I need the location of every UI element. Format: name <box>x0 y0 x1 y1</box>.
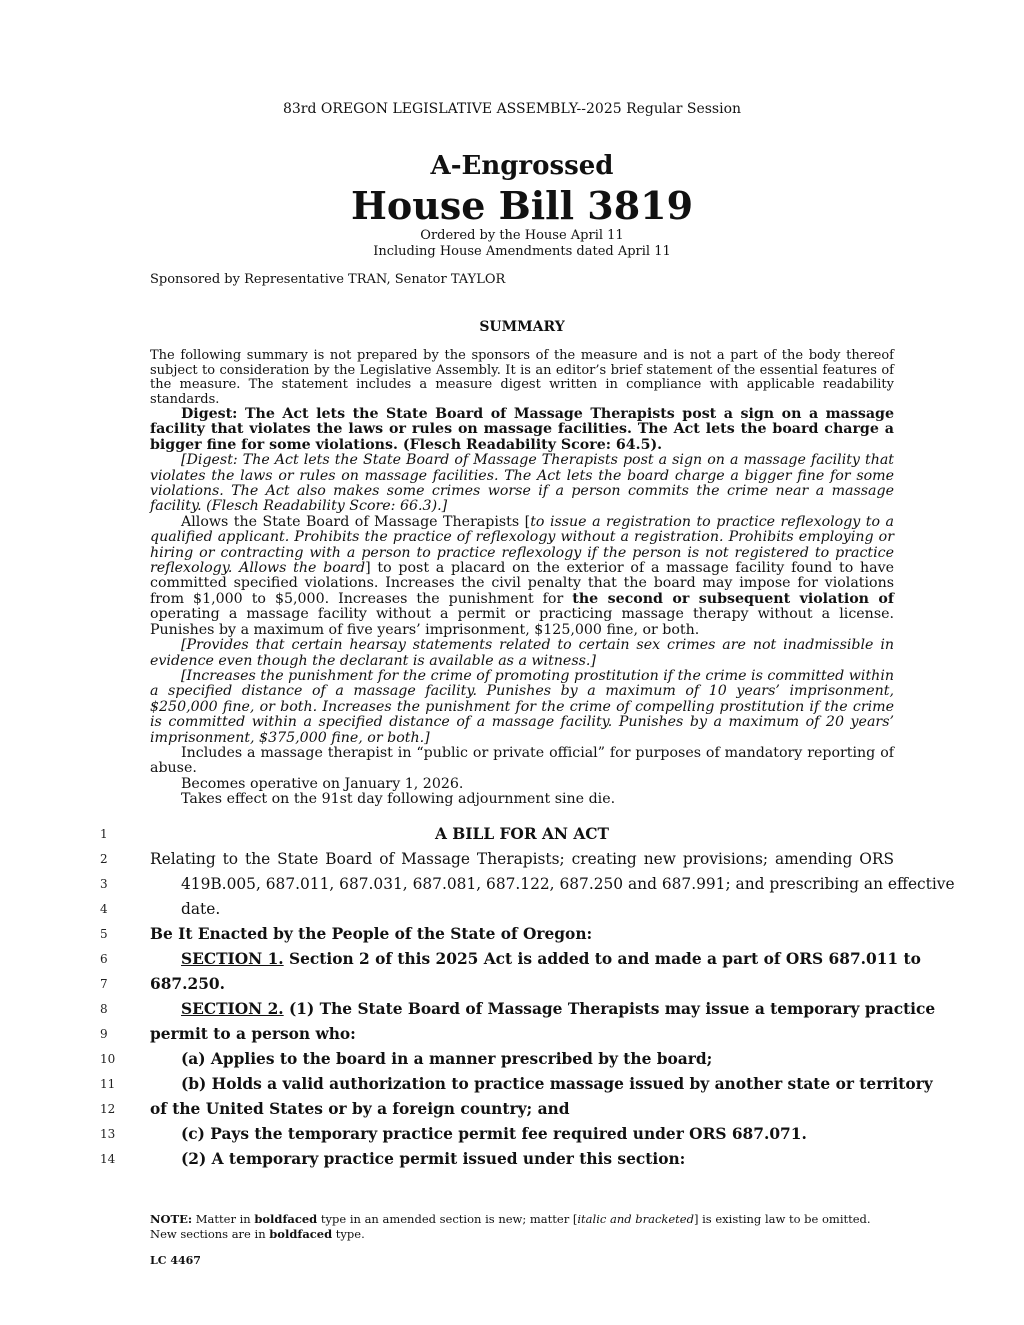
bill-line-4 <box>100 897 920 922</box>
bill-line-6 <box>100 947 920 972</box>
line-number: 2 <box>100 852 108 866</box>
bill-text: date. <box>181 900 221 918</box>
line-number: 6 <box>100 952 108 966</box>
line-number: 10 <box>100 1052 116 1066</box>
bill-line-11 <box>100 1072 933 1097</box>
bill-act-heading: A BILL FOR AN ACT <box>434 825 609 843</box>
line-number: 11 <box>100 1077 116 1091</box>
effect-paragraph: Takes effect on the 91st day following adjournment sine die. <box>181 791 616 808</box>
bill-line-3 <box>100 872 955 897</box>
line-number: 13 <box>100 1127 116 1141</box>
section-2-text: SECTION 2. (1) The State Board of Massage Therapists may issue a temporary practice <box>181 1000 936 1018</box>
summary-heading: SUMMARY <box>479 319 565 335</box>
bill-text: 687.250. <box>150 975 225 993</box>
line-number: 12 <box>100 1102 116 1116</box>
allows-paragraph: Allows the State Board of Massage Therapists [to issue a registration to practice reflexology to a qualified applicant. Prohibits the practice of reflexology without a registration. Prohibits employing or hiring or contracting with a person to practice reflexology if the person is not registered to practice reflexology. Allows the board] to post a placard on the exterior of a massage facility found to have committed specified violations. Increases the civil penalty that the board may impose for violations from $1,000 to $5,000. Increases the punishment for the second or subsequent violation of operating a massage facility without a permit or practicing massage therapy without a license. Punishes by a maximum of five years’ imprisonment, $125,000 fine, or both. <box>150 513 894 638</box>
line-number: 1 <box>100 827 108 841</box>
engrossed-label: A-Engrossed <box>430 151 614 181</box>
increases-paragraph: [Increases the punishment for the crime of promoting prostitution if the crime is committed within a specified distance of a massage facility. Punishes by a maximum of 10 years’ imprisonment, $250,000 fine, or both. Increases the punishment for the crime of compelling prostitution if the crime is committed within a specified distance of a massage facility. Punishes by a maximum of 20 years’ imprisonment, $375,000 fine, or both.] <box>150 667 894 746</box>
bill-line-14 <box>100 1147 920 1172</box>
bill-line-7 <box>100 972 920 997</box>
line-number: 4 <box>100 902 108 916</box>
line-number: 7 <box>100 977 108 991</box>
bill-text: (a) Applies to the board in a manner prescribed by the board; <box>181 1050 713 1068</box>
bill-text: 419B.005, 687.011, 687.031, 687.081, 687.122, 687.250 and 687.991; and prescribing an effective <box>181 875 955 893</box>
line-number: 3 <box>100 877 108 891</box>
bill-line-9 <box>100 1022 920 1047</box>
section-1-label: SECTION 1. <box>181 950 284 968</box>
digest-old: [Digest: The Act lets the State Board of Massage Therapists post a sign on a massage facility that violates the laws or rules on massage facilities. The Act lets the board charge a bigger fine for some violations. The Act also makes some crimes worse if a person commits the crime near a massage facility. (Flesch Readability Score: 66.3).] <box>150 452 894 515</box>
footnote <box>150 1212 910 1242</box>
ordered-info <box>0 228 1024 260</box>
operative-paragraph: Becomes operative on January 1, 2026. <box>181 775 464 792</box>
sponsor-line: Sponsored by Representative TRAN, Senator TAYLOR <box>150 272 506 287</box>
section-2-label: SECTION 2. <box>181 1000 284 1018</box>
bill-text: (b) Holds a valid authorization to practice massage issued by another state or territory <box>181 1075 933 1093</box>
bill-text: (c) Pays the temporary practice permit fee required under ORS 687.071. <box>181 1125 807 1143</box>
includes-paragraph: Includes a massage therapist in “public or private official” for purposes of mandatory reporting of abuse. <box>150 744 894 777</box>
summary-body <box>150 407 894 808</box>
bill-line-8 <box>100 997 936 1022</box>
bill-line-13 <box>100 1122 920 1147</box>
digest-new: Digest: The Act lets the State Board of Massage Therapists post a sign on a massage facility that violates the laws or rules on massage facilities. The Act lets the board charge a bigger fine for some violations. (Flesch Readability Score: 64.5). <box>150 406 894 453</box>
section-1-text: SECTION 1. Section 2 of this 2025 Act is added to and made a part of ORS 687.011 to <box>181 950 921 968</box>
summary-intro: The following summary is not prepared by the sponsors of the measure and is not a part of the body thereof subject to consideration by the Legislative Assembly. It is an editor’s brief statement of the essential features of the measure. The statement includes a measure digest written in compliance with applicable readability standards. <box>150 348 894 407</box>
provides-paragraph: [Provides that certain hearsay statements related to certain sex crimes are not inadmissible in evidence even though the declarant is available as a witness.] <box>150 637 894 669</box>
line-number: 5 <box>100 927 108 941</box>
note-line-2: New sections are in boldfaced type. <box>150 1227 365 1241</box>
bill-text: of the United States or by a foreign country; and <box>150 1100 570 1118</box>
ordered-line-2: Including House Amendments dated April 11 <box>373 244 671 259</box>
bill-text: Relating to the State Board of Massage Therapists; creating new provisions; amending ORS <box>150 850 894 868</box>
bill-line-12 <box>100 1097 920 1122</box>
bill-title: House Bill 3819 <box>350 183 694 228</box>
bill-line-5 <box>100 922 920 947</box>
note-label: NOTE: <box>150 1212 193 1226</box>
bill-text: permit to a person who: <box>150 1025 356 1043</box>
bill-line-10 <box>100 1047 920 1072</box>
line-number: 14 <box>100 1152 116 1166</box>
enacting-clause: Be It Enacted by the People of the State of Oregon: <box>150 925 593 943</box>
bill-text: (2) A temporary practice permit issued under this section: <box>181 1150 686 1168</box>
note-line-1: NOTE: Matter in boldfaced type in an amended section is new; matter [italic and bracketed] is existing law to be omitted. <box>150 1212 871 1226</box>
ordered-line-1: Ordered by the House April 11 <box>420 228 624 243</box>
line-number: 8 <box>100 1002 108 1016</box>
session-header: 83rd OREGON LEGISLATIVE ASSEMBLY--2025 Regular Session <box>282 101 742 117</box>
bill-line-2 <box>100 847 920 872</box>
bill-line-1 <box>100 822 920 847</box>
lc-number: LC 4467 <box>150 1254 201 1267</box>
line-number: 9 <box>100 1027 108 1041</box>
